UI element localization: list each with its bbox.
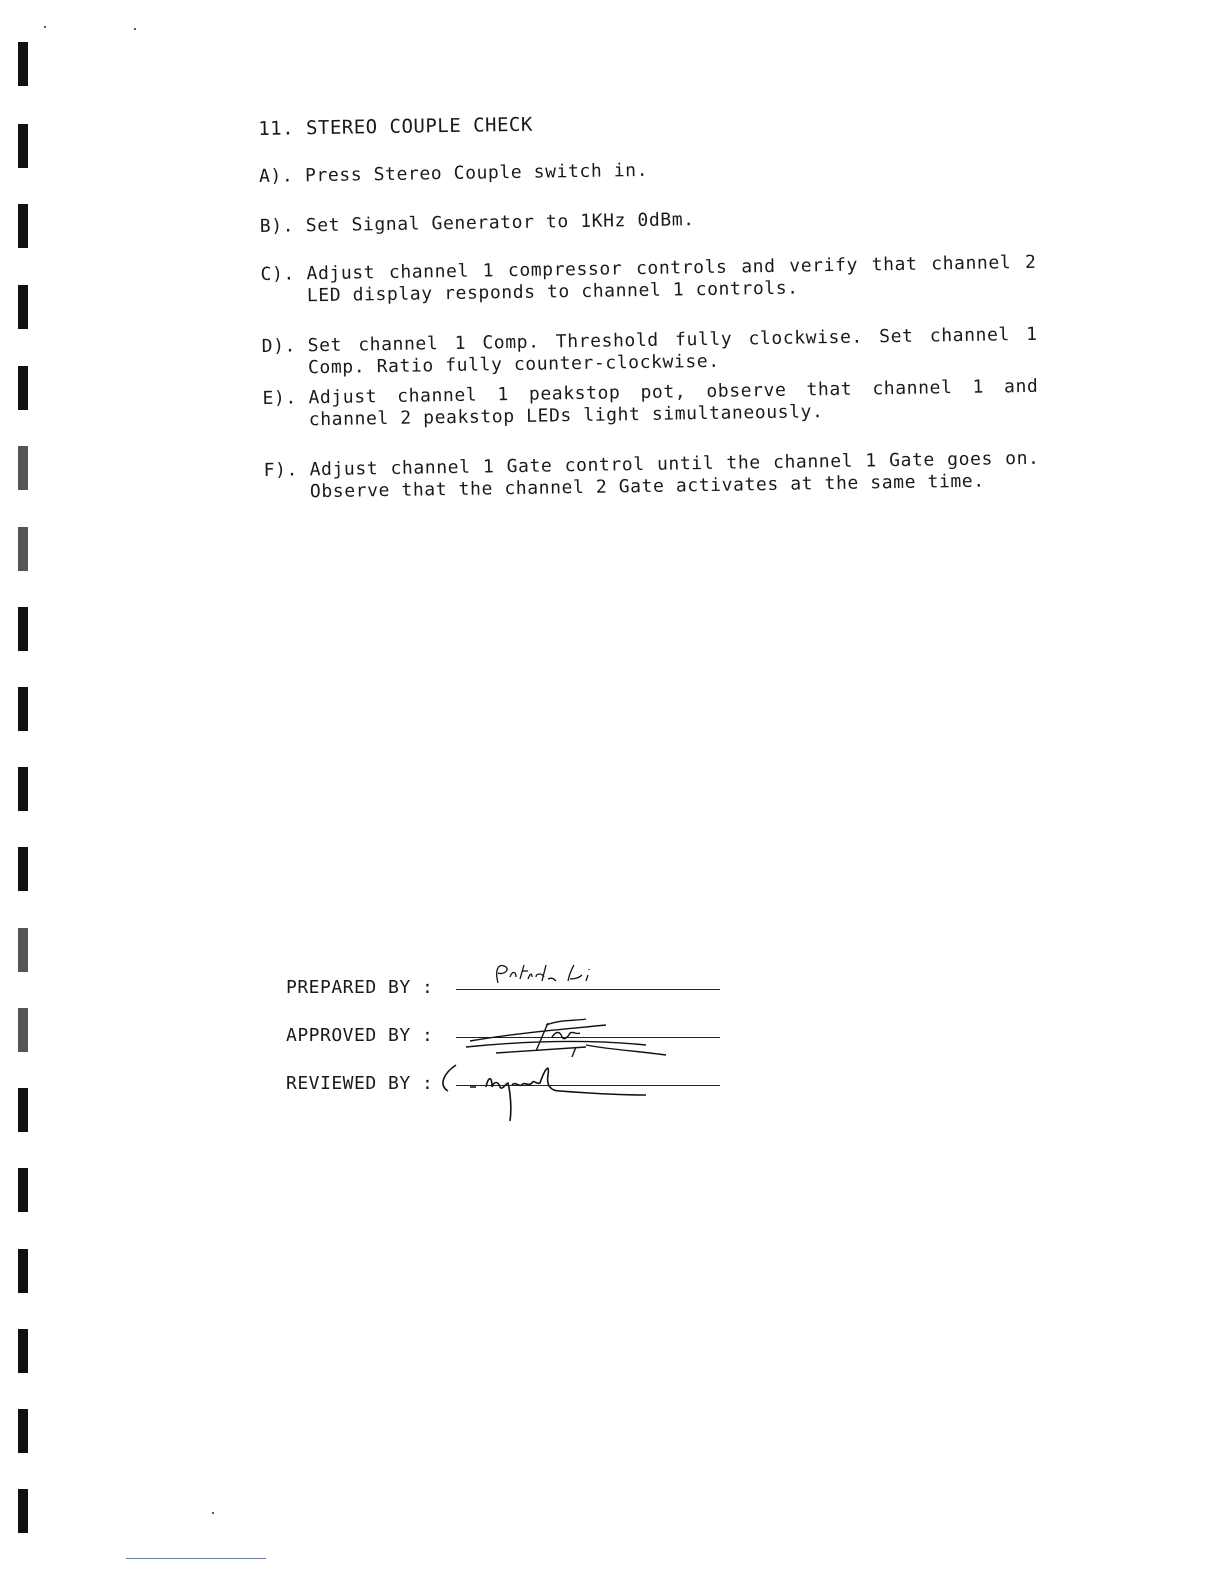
step-text: Adjust channel 1 compressor controls and verify that channel 2 LED display responds to channel 1 controls. [306,251,1037,307]
binder-mark [18,204,28,248]
scan-speck [134,28,136,30]
binder-mark [18,446,28,490]
reviewed-by-label: REVIEWED BY : [286,1073,434,1094]
binder-mark [18,687,28,731]
binder-mark [18,1168,28,1212]
procedure-section [258,99,1058,503]
step-label: E). [262,387,297,409]
binder-hole-marks [18,0,30,1584]
binder-mark [18,1249,28,1293]
step-b [260,204,1036,238]
reviewed-row [286,1061,746,1109]
binder-mark [18,847,28,891]
binder-mark [18,527,28,571]
prepared-by-label: PREPARED BY : [286,977,434,998]
step-e [262,376,1039,432]
binder-mark [18,1008,28,1052]
binder-mark [18,1088,28,1132]
binder-mark [18,1329,28,1373]
scan-speck [212,1512,214,1514]
step-label: F). [263,459,299,481]
step-label: C). [260,263,296,285]
step-label: D). [261,335,297,357]
reviewed-signature [436,1051,756,1131]
binder-mark [18,124,28,168]
approved-by-label: APPROVED BY : [286,1025,434,1046]
step-text: Adjust channel 1 Gate control until the channel 1 Gate goes on. Observe that the channel 2 Gate activates at the same time. [309,447,1040,503]
step-text: Press Stereo Couple switch in. [304,159,649,187]
binder-mark [18,42,28,86]
prepared-signature [436,955,736,995]
step-label: A). [258,165,294,187]
step-label: B). [259,215,295,237]
step-d [262,324,1039,380]
step-a [259,154,1035,188]
binder-mark [18,767,28,811]
binder-mark [18,366,28,410]
signoff-block [286,965,746,1109]
binder-mark [18,1489,28,1533]
step-f [263,448,1040,504]
step-text: Adjust channel 1 peakstop pot, observe that channel 1 and channel 2 peakstop LEDs light simultaneously. [308,375,1039,431]
scan-speck [44,26,46,28]
scan-edge-line [126,1558,266,1559]
step-text: Set channel 1 Comp. Threshold fully clockwise. Set channel 1 Comp. Ratio fully counter-clockwise. [307,323,1038,379]
binder-mark [18,928,28,972]
step-text: Set Signal Generator to 1KHz 0dBm. [305,209,695,237]
binder-mark [18,285,28,329]
binder-mark [18,1409,28,1453]
binder-mark [18,607,28,651]
step-c [260,252,1037,308]
section-heading: 11. STEREO COUPLE CHECK [258,113,534,140]
